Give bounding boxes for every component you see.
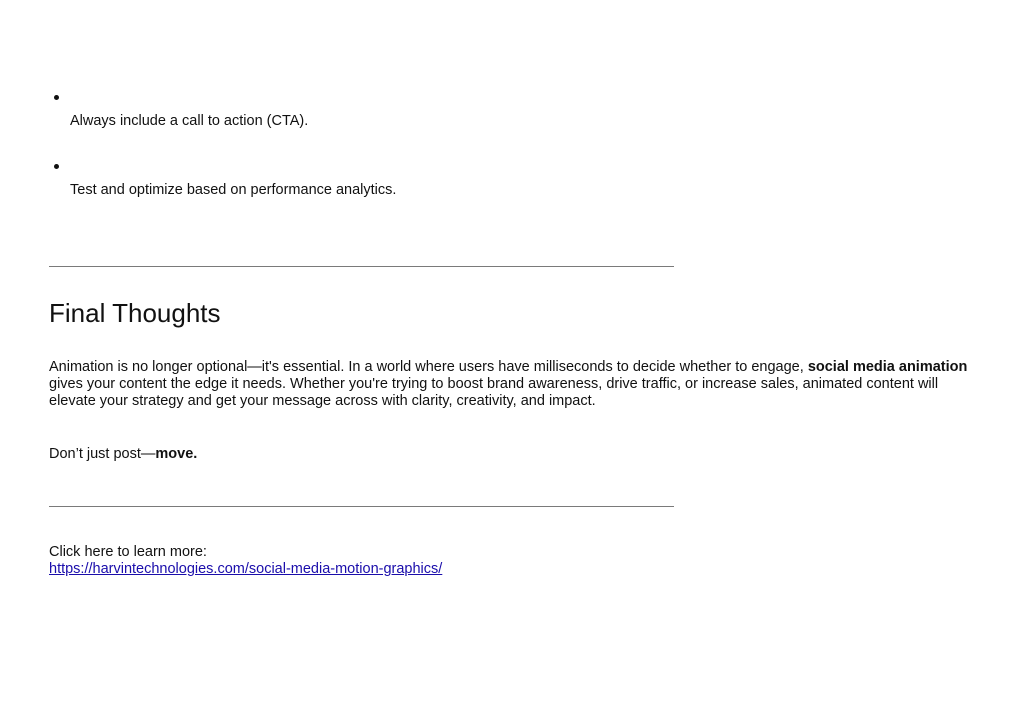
list-item xyxy=(49,88,979,157)
list-item-text: Test and optimize based on performance analytics. xyxy=(70,182,397,198)
list-item xyxy=(49,157,979,226)
tagline-text: Don’t just post— xyxy=(49,446,156,462)
tips-list xyxy=(49,88,979,226)
horizontal-divider xyxy=(49,506,674,507)
horizontal-divider xyxy=(49,266,674,267)
learn-more-link[interactable]: https://harvintechnologies.com/social-media-motion-graphics/ xyxy=(49,561,443,578)
bullet-icon xyxy=(54,95,59,100)
paragraph-text: Animation is no longer optional—it's essential. In a world where users have milliseconds to decide whether to engage, xyxy=(49,359,808,375)
paragraph-text: gives your content the edge it needs. Whether you're trying to boost brand awareness, drive traffic, or increase sales, animated content will elevate your strategy and get your message across with clarity, creativity, and impact. xyxy=(49,376,939,410)
learn-more-block xyxy=(49,544,442,578)
tagline xyxy=(49,446,197,463)
paragraph-emphasis: social media animation xyxy=(807,359,968,375)
tagline-emphasis: move. xyxy=(155,446,198,462)
list-item-text: Always include a call to action (CTA). xyxy=(70,113,309,129)
section-heading: Final Thoughts xyxy=(49,298,221,328)
bullet-icon xyxy=(54,164,59,169)
final-thoughts-paragraph xyxy=(49,359,974,411)
learn-more-label: Click here to learn more: xyxy=(49,544,207,560)
